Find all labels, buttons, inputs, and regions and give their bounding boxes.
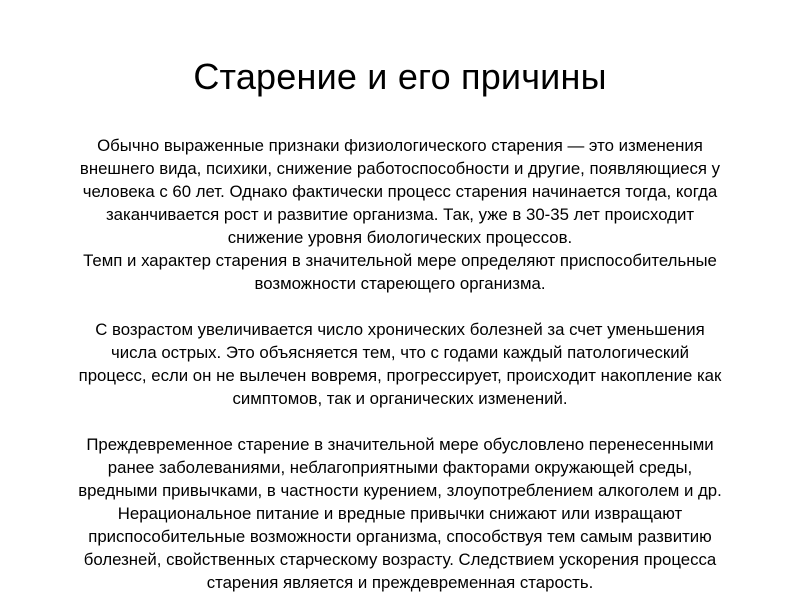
text-line: Нерациональное питание и вредные привычки снижают или извращают [117, 504, 683, 523]
text-line: приспособительные возможности организма, способствуя тем самым развитию [88, 527, 712, 546]
text-line: симптомов, так и органических изменений. [232, 389, 568, 408]
paragraph-spacer [12, 410, 788, 433]
text-line: заканчивается рост и развитие организма. Так, уже в 30-35 лет происходит [105, 205, 695, 224]
text-line: Обычно выраженные признаки физиологического старения — это изменения [97, 136, 703, 155]
text-line: возможности стареющего организма. [254, 274, 546, 293]
paragraph-chronic-diseases [12, 318, 788, 410]
paragraph-premature-aging [12, 433, 788, 594]
text-line: ранее заболеваниями, неблагоприятными факторами окружающей среды, [107, 458, 693, 477]
slide-title: Старение и его причины [193, 56, 607, 97]
text-line: снижение уровня биологических процессов. [227, 228, 573, 247]
slide-body [12, 134, 788, 594]
text-line: человека с 60 лет. Однако фактически процесс старения начинается тогда, когда [82, 182, 718, 201]
paragraph-spacer [12, 295, 788, 318]
text-line: С возрастом увеличивается число хронических болезней за счет уменьшения [95, 320, 705, 339]
text-line: процесс, если он не вылечен вовремя, прогрессирует, происходит накопление как [78, 366, 722, 385]
text-line: вредными привычками, в частности курением, злоупотреблением алкоголем и др. [78, 481, 722, 500]
text-line: числа острых. Это объясняется тем, что с годами каждый патологический [111, 343, 689, 362]
paragraph-intro [12, 134, 788, 295]
text-line: внешнего вида, психики, снижение работоспособности и другие, появляющиеся у [79, 159, 721, 178]
text-line: Темп и характер старения в значительной мере определяют приспособительные [83, 251, 717, 270]
text-line: старения является и преждевременная старость. [206, 573, 594, 592]
text-line: Преждевременное старение в значительной мере обусловлено перенесенными [86, 435, 714, 454]
text-line: болезней, свойственных старческому возрасту. Следствием ускорения процесса [83, 550, 717, 569]
